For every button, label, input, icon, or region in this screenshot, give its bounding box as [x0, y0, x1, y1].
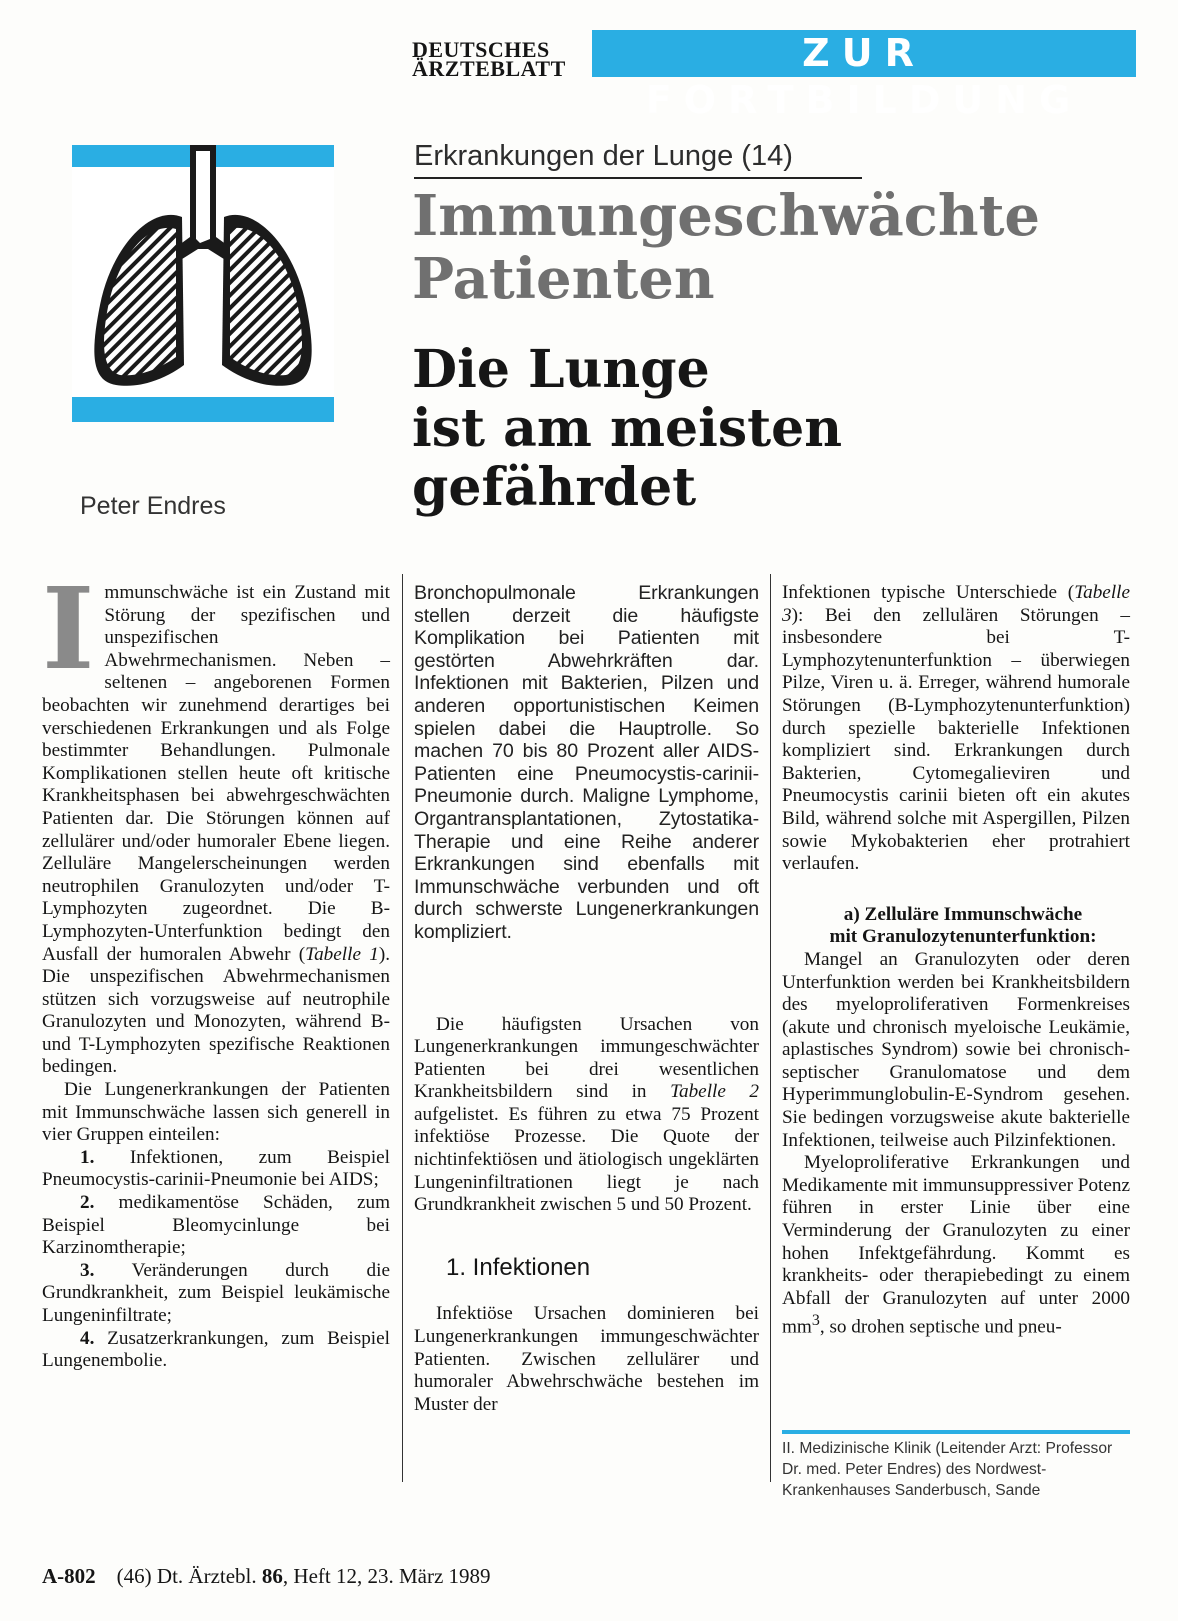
intro-paragraph	[42, 564, 390, 1079]
author-name: Peter Endres	[80, 492, 226, 520]
intro-text: mmunschwäche ist ein Zustand mit Störung der spezifischen und unspezifischen Abwehrmechanismen. Neben – seltenen – angeborenen Formen beobachten wir zunehmend derartiges bei verschiedenen Erkrankungen und als Folge bestimmter Behandlungen. Pulmonale Komplikationen stellen heute oft kritische Krankheitsphasen bei abwehrgeschwächten Patienten dar. Die Störungen können auf zellulärer und/oder humoraler Ebene liegen. Zelluläre Mangelerscheinungen werden neutrophilen Granulozyten und/oder T-Lymphozyten zugeordnet. Die B-Lymphozyten-Unterfunktion bedingt den Ausfall der humoralen Abwehr (	[42, 582, 390, 965]
list-item	[42, 1260, 390, 1328]
article-subtitle-line2: ist am meisten	[412, 398, 843, 459]
list-item	[42, 1192, 390, 1260]
list-text: Veränderungen durch die Grundkrankheit, zum Beispiel leukämische Lungeninfiltrate;	[42, 1259, 390, 1326]
list-number: 2.	[80, 1192, 95, 1214]
paragraph-text-end: ): Bei den zellulären Störungen – insbesondere bei T-Lymphozytenunterfunktion – überwiegen Pilze, Viren u. ä. Erreger, während humorale Störungen (B-Lymphozytenunterfunktion) durch spezielle bakterielle Infektionen kompliziert sind. Erkrankungen durch Bakterien, Cytomegalieviren und Pneumocystis carinii bieten oft ein akutes Bild, während solche mit Aspergillen, Pilzen sowie Mykobakterien eher protrahiert verlaufen.	[782, 604, 1130, 875]
list-text: medikamentöse Schäden, zum Beispiel Bleomycinlunge bei Karzinomtherapie;	[42, 1192, 390, 1259]
page-footer	[42, 1564, 491, 1589]
series-title: Erkrankungen der Lunge (14)	[414, 140, 862, 179]
column-rule-1	[402, 574, 403, 1482]
paragraph-text: Myeloproliferative Erkrankungen und Medikamente mit immunsuppressiver Potenz führen in erster Linie über eine Verminderung der Granulozyten zu einer hohen Infektgefährdung. Kommt es krankheits- oder therapiebedingt zu einem Abfall der Granulozyten auf unter 2000 mm	[782, 1152, 1130, 1338]
column-1	[42, 564, 390, 1373]
list-number: 1.	[80, 1146, 95, 1168]
journal-name: Dt. Ärztebl.	[156, 1564, 257, 1588]
intro-text-end: ). Die unspezifischen Abwehrmechanismen stützen sich vorzugsweise auf neutrophile Granulozyten und Monozyten, während B- und T-Lymphozyten spezifische Reaktionen bedingen.	[42, 943, 390, 1078]
table-2-ref: Tabelle 2	[670, 1081, 760, 1103]
column-3	[782, 582, 1130, 1339]
subsection-heading-line2: mit Granulozytenunterfunktion:	[829, 926, 1097, 948]
subsection-heading	[796, 904, 1130, 949]
paragraph	[782, 582, 1130, 876]
list-number: 4.	[80, 1327, 95, 1349]
publication-name-line1: DEUTSCHES	[412, 37, 550, 62]
affiliation-footnote: II. Medizinische Klinik (Leitender Arzt: Professor Dr. med. Peter Endres) des Nordwest-Krankenhauses Sanderbusch, Sande	[782, 1430, 1130, 1501]
paragraph: Infektiöse Ursachen dominieren bei Lungenerkrankungen immungeschwächter Patienten. Zwischen zellulärer und humoraler Abwehrschwäche bestehen im Muster der	[414, 1303, 759, 1415]
publication-name	[412, 37, 592, 81]
article-title-line1: Immungeschwächte	[412, 183, 1041, 249]
subsection-heading-line1: a) Zelluläre Immunschwäche	[843, 903, 1083, 925]
list-number: 3.	[80, 1259, 95, 1281]
lead-paragraph: Bronchopulmonale Erkrankungen stellen derzeit die häufigste Komplikation bei Patienten mit gestörten Abwehrkräften dar. Infektionen mit Bakterien, Pilzen und anderen opportunistischen Keimen spielen dabei die Hauptrolle. So machen 70 bis 80 Prozent aller AIDS-Patienten eine Pneumocystis-carinii-Pneumonie durch. Maligne Lymphome, Organtransplantationen, Zytostatika-Therapie und eine Reihe anderer Erkrankungen sind ebenfalls mit Immunschwäche verbunden und oft durch schwerste Lungenerkrankungen kompliziert.	[414, 582, 759, 943]
column-rule-2	[770, 574, 771, 1482]
page-code: A-802	[42, 1564, 96, 1588]
paragraph	[414, 1014, 759, 1217]
page-number: (46)	[116, 1564, 152, 1588]
volume: 86	[261, 1564, 283, 1588]
issue-date: , Heft 12, 23. März 1989	[282, 1564, 491, 1588]
paragraph-text-end: aufgelistet. Es führen zu etwa 75 Prozent infektiöse Prozesse. Die Quote der nichtinfektiösen und ätiologisch ungeklärten Lungeninfiltrationen liegt je nach Grundkrankheit zwischen 5 und 50 Prozent.	[414, 1103, 759, 1216]
table-1-ref: Tabelle 1	[305, 943, 379, 965]
publication-name-line2: ÄRZTEBLATT	[412, 56, 566, 81]
lungs-icon	[72, 145, 334, 422]
article-subtitle	[412, 340, 1152, 517]
drop-cap: I	[42, 564, 95, 695]
paragraph: Mangel an Granulozyten oder deren Unterfunktion werden bei Krankheitsbildern des myeloproliferativen Formenkreises (akute und chronisch myeloische Leukämie, aplastisches Syndrom) sowie bei chronisch-septischer Granulomatose und dem Hyperimmunglobulin-E-Syndrom gesehen. Sie bedingen vorzugsweise akute bakterielle Infektionen, teilweise auch Pilzinfektionen.	[782, 948, 1130, 1151]
section-banner: ZUR FORTBILDUNG	[592, 30, 1136, 77]
disease-groups-list	[42, 1147, 390, 1373]
superscript: 3	[811, 1312, 820, 1330]
article-title	[412, 185, 1152, 311]
table-3-ref: Tabelle 3	[782, 582, 1130, 626]
paragraph-text: Die häufigsten Ursachen von Lungenerkrankungen immungeschwächter Patienten bei drei wesentlichen Krankheitsbildern sind in	[414, 1013, 759, 1103]
article-title-line2: Patienten	[412, 246, 715, 312]
column-2	[414, 582, 759, 1416]
list-item	[42, 1147, 390, 1192]
list-text: Infektionen, zum Beispiel Pneumocystis-carinii-Pneumonie bei AIDS;	[42, 1146, 390, 1191]
article-subtitle-line3: gefährdet	[412, 457, 697, 518]
section-heading: 1. Infektionen	[446, 1253, 591, 1281]
paragraph-text: Infektionen typische Unterschiede (	[782, 582, 1075, 603]
list-item	[42, 1328, 390, 1373]
list-text: Zusatzerkrankungen, zum Beispiel Lungenembolie.	[42, 1327, 390, 1372]
paragraph: Die Lungenerkrankungen der Patienten mit Immunschwäche lassen sich generell in vier Gruppen einteilen:	[42, 1079, 390, 1146]
paragraph	[782, 1152, 1130, 1339]
paragraph-text-end: , so drohen septische und pneu-	[819, 1316, 1062, 1338]
article-subtitle-line1: Die Lunge	[412, 339, 710, 400]
